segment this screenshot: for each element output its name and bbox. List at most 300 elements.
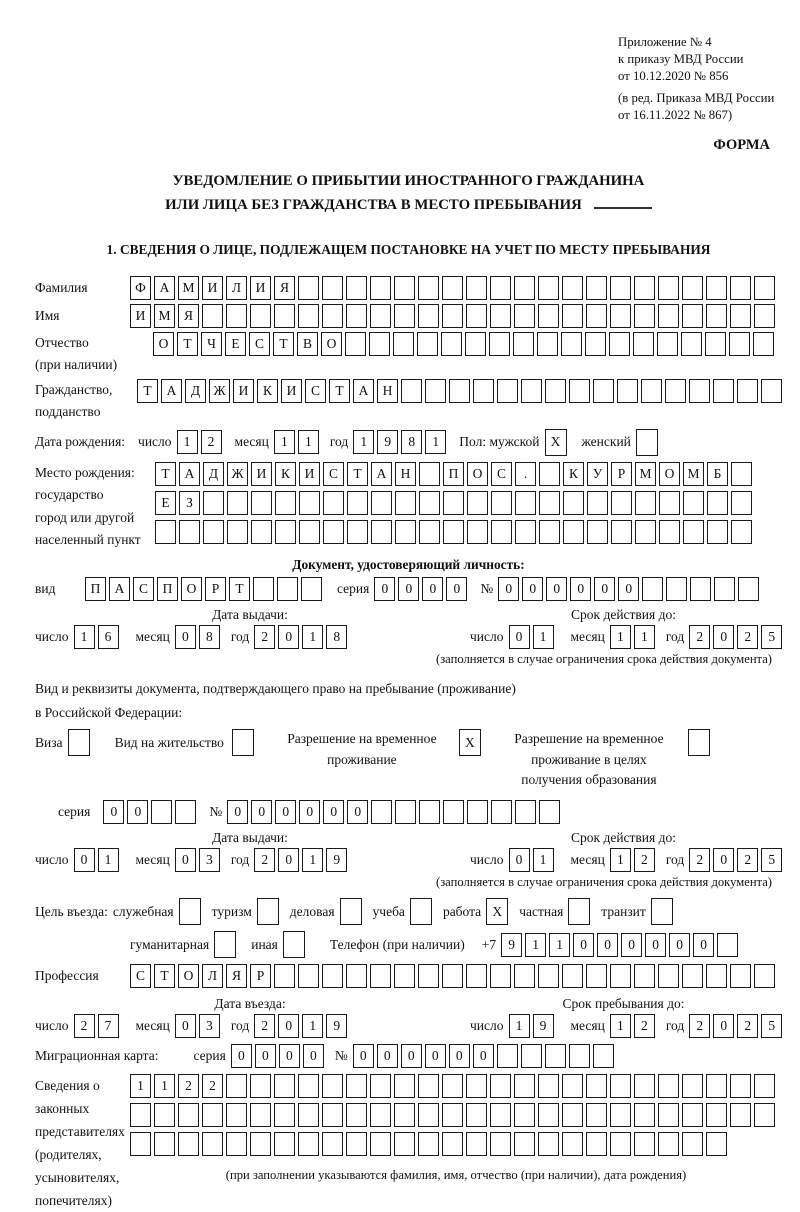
char-box[interactable]: 5 (761, 625, 782, 649)
char-box[interactable]: Т (137, 379, 158, 403)
char-box[interactable] (610, 1103, 631, 1127)
char-box[interactable] (731, 491, 752, 515)
char-box[interactable] (737, 379, 758, 403)
char-box[interactable]: С (305, 379, 326, 403)
char-box[interactable] (754, 276, 775, 300)
char-box[interactable]: 0 (401, 1044, 422, 1068)
char-box[interactable]: 0 (103, 800, 124, 824)
char-box[interactable] (466, 964, 487, 988)
char-box[interactable]: 1 (302, 1014, 323, 1038)
char-box[interactable]: 0 (546, 577, 567, 601)
char-box[interactable] (226, 1132, 247, 1156)
char-box[interactable]: 1 (302, 848, 323, 872)
char-box[interactable] (442, 1074, 463, 1098)
char-box[interactable] (425, 379, 446, 403)
char-box[interactable] (274, 1074, 295, 1098)
char-box[interactable] (298, 1103, 319, 1127)
char-box[interactable]: С (130, 964, 151, 988)
char-box[interactable] (449, 379, 470, 403)
char-box[interactable] (277, 577, 298, 601)
char-box[interactable]: 8 (326, 625, 347, 649)
char-box[interactable] (610, 1074, 631, 1098)
char-box[interactable] (681, 332, 702, 356)
char-box[interactable] (593, 379, 614, 403)
char-box[interactable]: Е (155, 491, 176, 515)
char-box[interactable] (442, 276, 463, 300)
char-box[interactable] (634, 964, 655, 988)
char-box[interactable] (706, 1074, 727, 1098)
char-box[interactable] (490, 1103, 511, 1127)
char-box[interactable] (274, 1103, 295, 1127)
char-box[interactable]: Я (274, 276, 295, 300)
char-box[interactable] (514, 304, 535, 328)
char-box[interactable] (514, 276, 535, 300)
char-box[interactable] (443, 800, 464, 824)
char-box[interactable]: 0 (353, 1044, 374, 1068)
char-box[interactable]: X (545, 429, 567, 456)
char-box[interactable]: Ж (209, 379, 230, 403)
char-box[interactable]: 0 (621, 933, 642, 957)
char-box[interactable]: 1 (98, 848, 119, 872)
char-box[interactable]: И (202, 276, 223, 300)
char-box[interactable] (179, 898, 201, 925)
char-box[interactable]: 2 (737, 1014, 758, 1038)
char-box[interactable] (707, 491, 728, 515)
char-box[interactable]: О (153, 332, 174, 356)
char-box[interactable] (442, 1132, 463, 1156)
char-box[interactable] (707, 520, 728, 544)
char-box[interactable] (490, 304, 511, 328)
char-box[interactable] (642, 577, 663, 601)
char-box[interactable]: 0 (618, 577, 639, 601)
char-box[interactable] (658, 1132, 679, 1156)
char-box[interactable] (635, 491, 656, 515)
char-box[interactable] (730, 964, 751, 988)
char-box[interactable] (562, 276, 583, 300)
char-box[interactable] (490, 964, 511, 988)
char-box[interactable] (593, 1044, 614, 1068)
char-box[interactable]: 8 (199, 625, 220, 649)
char-box[interactable]: 0 (127, 800, 148, 824)
char-box[interactable] (347, 520, 368, 544)
char-box[interactable]: 1 (610, 848, 631, 872)
char-box[interactable] (490, 276, 511, 300)
char-box[interactable] (587, 491, 608, 515)
char-box[interactable] (298, 276, 319, 300)
char-box[interactable] (706, 1103, 727, 1127)
char-box[interactable] (419, 491, 440, 515)
char-box[interactable] (394, 276, 415, 300)
char-box[interactable] (370, 276, 391, 300)
char-box[interactable]: Ч (201, 332, 222, 356)
char-box[interactable]: 0 (594, 577, 615, 601)
char-box[interactable]: 0 (597, 933, 618, 957)
char-box[interactable] (514, 1074, 535, 1098)
char-box[interactable]: У (587, 462, 608, 486)
char-box[interactable] (178, 1132, 199, 1156)
char-box[interactable]: X (486, 898, 508, 925)
char-box[interactable] (635, 520, 656, 544)
char-box[interactable] (688, 729, 710, 756)
char-box[interactable] (538, 964, 559, 988)
char-box[interactable]: О (467, 462, 488, 486)
char-box[interactable] (346, 304, 367, 328)
char-box[interactable]: О (181, 577, 202, 601)
char-box[interactable] (659, 520, 680, 544)
char-box[interactable] (497, 379, 518, 403)
char-box[interactable] (257, 898, 279, 925)
char-box[interactable] (371, 491, 392, 515)
char-box[interactable] (714, 577, 735, 601)
char-box[interactable]: А (179, 462, 200, 486)
char-box[interactable] (610, 1132, 631, 1156)
char-box[interactable] (322, 1132, 343, 1156)
char-box[interactable]: 1 (177, 430, 198, 454)
char-box[interactable] (322, 1074, 343, 1098)
char-box[interactable]: 0 (645, 933, 666, 957)
char-box[interactable]: Д (203, 462, 224, 486)
char-box[interactable] (539, 520, 560, 544)
char-box[interactable]: 2 (74, 1014, 95, 1038)
char-box[interactable]: Я (178, 304, 199, 328)
char-box[interactable]: К (563, 462, 584, 486)
char-box[interactable] (490, 1074, 511, 1098)
char-box[interactable] (418, 1132, 439, 1156)
char-box[interactable]: М (154, 304, 175, 328)
char-box[interactable] (347, 491, 368, 515)
char-box[interactable] (202, 1132, 223, 1156)
char-box[interactable] (299, 520, 320, 544)
char-box[interactable] (370, 964, 391, 988)
char-box[interactable] (713, 379, 734, 403)
char-box[interactable]: М (178, 276, 199, 300)
char-box[interactable]: 9 (326, 848, 347, 872)
char-box[interactable] (521, 1044, 542, 1068)
char-box[interactable]: 0 (175, 848, 196, 872)
char-box[interactable]: 2 (737, 625, 758, 649)
char-box[interactable] (253, 577, 274, 601)
char-box[interactable] (226, 1103, 247, 1127)
char-box[interactable] (633, 332, 654, 356)
char-box[interactable] (154, 1132, 175, 1156)
char-box[interactable] (682, 304, 703, 328)
char-box[interactable] (568, 898, 590, 925)
char-box[interactable]: 0 (74, 848, 95, 872)
char-box[interactable]: Т (177, 332, 198, 356)
char-box[interactable] (394, 1132, 415, 1156)
char-box[interactable] (562, 964, 583, 988)
char-box[interactable] (651, 898, 673, 925)
char-box[interactable] (717, 933, 738, 957)
char-box[interactable] (754, 1074, 775, 1098)
char-box[interactable] (515, 520, 536, 544)
char-box[interactable] (634, 1132, 655, 1156)
char-box[interactable] (706, 276, 727, 300)
char-box[interactable] (586, 964, 607, 988)
char-box[interactable] (754, 304, 775, 328)
char-box[interactable] (418, 1074, 439, 1098)
char-box[interactable] (419, 520, 440, 544)
char-box[interactable]: 1 (298, 430, 319, 454)
char-box[interactable]: С (491, 462, 512, 486)
char-box[interactable] (515, 800, 536, 824)
char-box[interactable]: И (299, 462, 320, 486)
char-box[interactable]: 2 (737, 848, 758, 872)
char-box[interactable] (586, 1074, 607, 1098)
char-box[interactable] (371, 800, 392, 824)
char-box[interactable]: 0 (425, 1044, 446, 1068)
char-box[interactable] (539, 462, 560, 486)
char-box[interactable] (539, 491, 560, 515)
char-box[interactable]: О (321, 332, 342, 356)
char-box[interactable]: Н (395, 462, 416, 486)
char-box[interactable]: Ж (227, 462, 248, 486)
char-box[interactable]: 0 (275, 800, 296, 824)
char-box[interactable] (562, 1074, 583, 1098)
char-box[interactable] (658, 1103, 679, 1127)
char-box[interactable] (539, 800, 560, 824)
char-box[interactable] (562, 304, 583, 328)
char-box[interactable] (369, 332, 390, 356)
char-box[interactable] (658, 276, 679, 300)
char-box[interactable]: 3 (199, 848, 220, 872)
char-box[interactable]: К (257, 379, 278, 403)
char-box[interactable]: 2 (202, 1074, 223, 1098)
char-box[interactable] (298, 304, 319, 328)
char-box[interactable]: 0 (231, 1044, 252, 1068)
char-box[interactable] (514, 1103, 535, 1127)
char-box[interactable] (586, 1132, 607, 1156)
char-box[interactable]: 0 (693, 933, 714, 957)
char-box[interactable]: А (109, 577, 130, 601)
char-box[interactable] (442, 1103, 463, 1127)
char-box[interactable]: 9 (533, 1014, 554, 1038)
char-box[interactable]: 1 (302, 625, 323, 649)
char-box[interactable] (561, 332, 582, 356)
char-box[interactable]: 0 (422, 577, 443, 601)
char-box[interactable] (395, 520, 416, 544)
char-box[interactable]: Т (155, 462, 176, 486)
char-box[interactable] (761, 379, 782, 403)
char-box[interactable] (513, 332, 534, 356)
char-box[interactable] (202, 1103, 223, 1127)
char-box[interactable] (586, 304, 607, 328)
char-box[interactable] (370, 1132, 391, 1156)
char-box[interactable]: 9 (377, 430, 398, 454)
char-box[interactable] (323, 520, 344, 544)
char-box[interactable]: 0 (446, 577, 467, 601)
char-box[interactable] (299, 491, 320, 515)
char-box[interactable] (682, 1132, 703, 1156)
char-box[interactable] (497, 1044, 518, 1068)
char-box[interactable] (322, 304, 343, 328)
char-box[interactable] (251, 520, 272, 544)
char-box[interactable] (419, 800, 440, 824)
char-box[interactable] (401, 379, 422, 403)
char-box[interactable] (489, 332, 510, 356)
char-box[interactable] (538, 1074, 559, 1098)
char-box[interactable] (682, 276, 703, 300)
char-box[interactable] (417, 332, 438, 356)
char-box[interactable] (155, 520, 176, 544)
char-box[interactable]: 7 (98, 1014, 119, 1038)
char-box[interactable] (538, 1132, 559, 1156)
char-box[interactable] (443, 491, 464, 515)
char-box[interactable] (130, 1132, 151, 1156)
char-box[interactable] (203, 520, 224, 544)
char-box[interactable] (275, 491, 296, 515)
char-box[interactable] (298, 964, 319, 988)
char-box[interactable] (345, 332, 366, 356)
char-box[interactable] (587, 520, 608, 544)
char-box[interactable] (226, 304, 247, 328)
char-box[interactable] (731, 520, 752, 544)
char-box[interactable] (730, 1103, 751, 1127)
char-box[interactable] (227, 491, 248, 515)
char-box[interactable]: О (659, 462, 680, 486)
char-box[interactable] (226, 1074, 247, 1098)
char-box[interactable]: 1 (549, 933, 570, 957)
char-box[interactable]: Т (229, 577, 250, 601)
char-box[interactable] (370, 1074, 391, 1098)
char-box[interactable]: 0 (278, 1014, 299, 1038)
char-box[interactable]: Е (225, 332, 246, 356)
char-box[interactable] (562, 1103, 583, 1127)
char-box[interactable] (610, 964, 631, 988)
char-box[interactable] (491, 520, 512, 544)
char-box[interactable] (346, 1074, 367, 1098)
char-box[interactable] (274, 304, 295, 328)
char-box[interactable] (179, 520, 200, 544)
char-box[interactable]: 6 (98, 625, 119, 649)
char-box[interactable] (340, 898, 362, 925)
char-box[interactable] (515, 491, 536, 515)
char-box[interactable] (657, 332, 678, 356)
char-box[interactable]: 0 (713, 848, 734, 872)
char-box[interactable]: 0 (498, 577, 519, 601)
char-box[interactable] (466, 1103, 487, 1127)
char-box[interactable] (418, 1103, 439, 1127)
char-box[interactable] (634, 1103, 655, 1127)
char-box[interactable] (214, 931, 236, 958)
char-box[interactable] (609, 332, 630, 356)
char-box[interactable] (466, 1132, 487, 1156)
char-box[interactable]: И (251, 462, 272, 486)
char-box[interactable] (611, 491, 632, 515)
char-box[interactable] (585, 332, 606, 356)
char-box[interactable] (610, 276, 631, 300)
char-box[interactable]: 0 (323, 800, 344, 824)
char-box[interactable] (395, 491, 416, 515)
char-box[interactable] (250, 1074, 271, 1098)
char-box[interactable] (394, 1103, 415, 1127)
char-box[interactable]: 3 (199, 1014, 220, 1038)
char-box[interactable]: 1 (74, 625, 95, 649)
char-box[interactable] (514, 1132, 535, 1156)
char-box[interactable] (731, 462, 752, 486)
char-box[interactable] (232, 729, 254, 756)
char-box[interactable] (659, 491, 680, 515)
char-box[interactable]: 2 (254, 848, 275, 872)
char-box[interactable]: 5 (761, 848, 782, 872)
char-box[interactable] (754, 964, 775, 988)
char-box[interactable] (617, 379, 638, 403)
char-box[interactable] (545, 379, 566, 403)
char-box[interactable]: А (353, 379, 374, 403)
char-box[interactable] (419, 462, 440, 486)
char-box[interactable] (569, 1044, 590, 1068)
char-box[interactable] (274, 964, 295, 988)
char-box[interactable] (730, 1074, 751, 1098)
char-box[interactable]: К (275, 462, 296, 486)
char-box[interactable]: 0 (398, 577, 419, 601)
char-box[interactable] (636, 429, 658, 456)
char-box[interactable] (563, 520, 584, 544)
char-box[interactable]: 1 (353, 430, 374, 454)
char-box[interactable]: В (297, 332, 318, 356)
char-box[interactable] (465, 332, 486, 356)
char-box[interactable] (274, 1132, 295, 1156)
char-box[interactable] (466, 304, 487, 328)
char-box[interactable] (394, 1074, 415, 1098)
char-box[interactable] (586, 276, 607, 300)
char-box[interactable]: Л (202, 964, 223, 988)
char-box[interactable] (175, 800, 196, 824)
char-box[interactable] (666, 577, 687, 601)
char-box[interactable] (394, 304, 415, 328)
char-box[interactable]: Р (205, 577, 226, 601)
char-box[interactable]: 1 (610, 1014, 631, 1038)
char-box[interactable] (491, 491, 512, 515)
char-box[interactable]: Л (226, 276, 247, 300)
char-box[interactable] (467, 800, 488, 824)
char-box[interactable]: И (250, 276, 271, 300)
char-box[interactable]: 2 (201, 430, 222, 454)
char-box[interactable]: 2 (254, 625, 275, 649)
char-box[interactable]: 0 (713, 625, 734, 649)
char-box[interactable] (203, 491, 224, 515)
char-box[interactable]: Т (154, 964, 175, 988)
char-box[interactable]: 0 (279, 1044, 300, 1068)
char-box[interactable]: 2 (634, 1014, 655, 1038)
char-box[interactable] (753, 332, 774, 356)
char-box[interactable] (418, 276, 439, 300)
char-box[interactable] (418, 304, 439, 328)
char-box[interactable]: 5 (761, 1014, 782, 1038)
char-box[interactable] (611, 520, 632, 544)
char-box[interactable] (442, 304, 463, 328)
char-box[interactable]: П (85, 577, 106, 601)
char-box[interactable] (442, 964, 463, 988)
char-box[interactable] (301, 577, 322, 601)
char-box[interactable] (346, 1103, 367, 1127)
char-box[interactable] (371, 520, 392, 544)
char-box[interactable] (418, 964, 439, 988)
char-box[interactable] (467, 491, 488, 515)
char-box[interactable]: 0 (573, 933, 594, 957)
char-box[interactable]: 0 (377, 1044, 398, 1068)
char-box[interactable]: И (233, 379, 254, 403)
char-box[interactable]: 1 (425, 430, 446, 454)
char-box[interactable]: 0 (303, 1044, 324, 1068)
char-box[interactable] (562, 1132, 583, 1156)
char-box[interactable]: 0 (570, 577, 591, 601)
char-box[interactable]: 0 (278, 848, 299, 872)
char-box[interactable]: 1 (274, 430, 295, 454)
char-box[interactable]: 0 (509, 848, 530, 872)
char-box[interactable] (410, 898, 432, 925)
char-box[interactable]: Н (377, 379, 398, 403)
